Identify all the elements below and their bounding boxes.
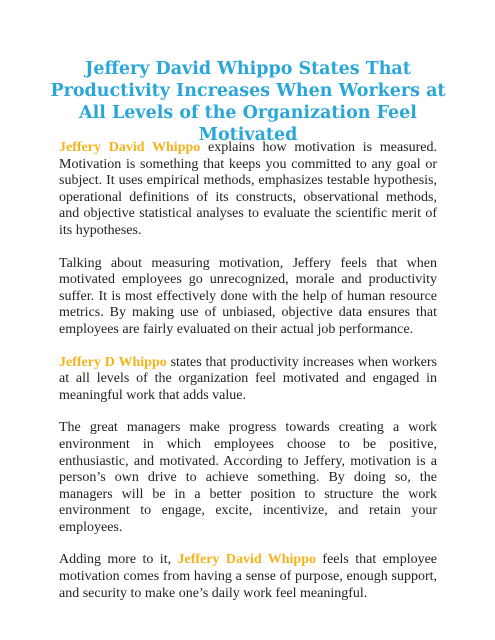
document-title: Jeffery David Whippo States That Productivity Increases When Workers at All Levels of the Organization Feel Motivated [50, 59, 446, 145]
paragraph-2 [59, 256, 437, 339]
author-name-highlight: Jeffery D Whippo [59, 354, 167, 370]
paragraph-3 [59, 355, 437, 405]
paragraph-text: states that productivity increases when workers at all levels of the organization feel motivated and engaged in meaningful work that adds value. [59, 354, 437, 403]
author-name-highlight: Jeffery David Whippo [59, 140, 201, 155]
paragraph-4 [59, 420, 437, 536]
paragraph-text: explains how motivation is measured. Motivation is something that keeps you committed to any goal or subject. It uses empirical methods, emphasizes testable hypothesis, operational definitions of its constructs, observational methods, and objective statistical analyses to evaluate the scientific merit of its hypotheses. [59, 140, 437, 238]
paragraph-text: The great managers make progress towards creating a work environment in which employees choose to be positive, enthusiastic, and motivated. According to Jeffery, motivation is a person’s own drive to achieve something. By doing so, the managers will be in a better position to structure the work environment to engage, excite, incentivize, and retain your employees. [59, 420, 437, 535]
paragraph-text-before: Adding more to it, [59, 552, 178, 568]
author-name-highlight: Jeffery David Whippo [177, 552, 317, 568]
paragraph-text: Talking about measuring motivation, Jeffery feels that when motivated employees go unrecognized, morale and productivity suffer. It is most effectively done with the help of human resource metrics. By making use of unbiased, objective data ensures that employees are fairly evaluated on their actual job performance. [59, 255, 437, 337]
paragraph-text: feels that employee motivation comes from having a sense of purpose, enough support, and security to make one’s daily work feel meaningful. [59, 552, 438, 601]
paragraph-1 [59, 140, 437, 240]
paragraph-5 [59, 552, 437, 602]
document-body [59, 140, 437, 618]
